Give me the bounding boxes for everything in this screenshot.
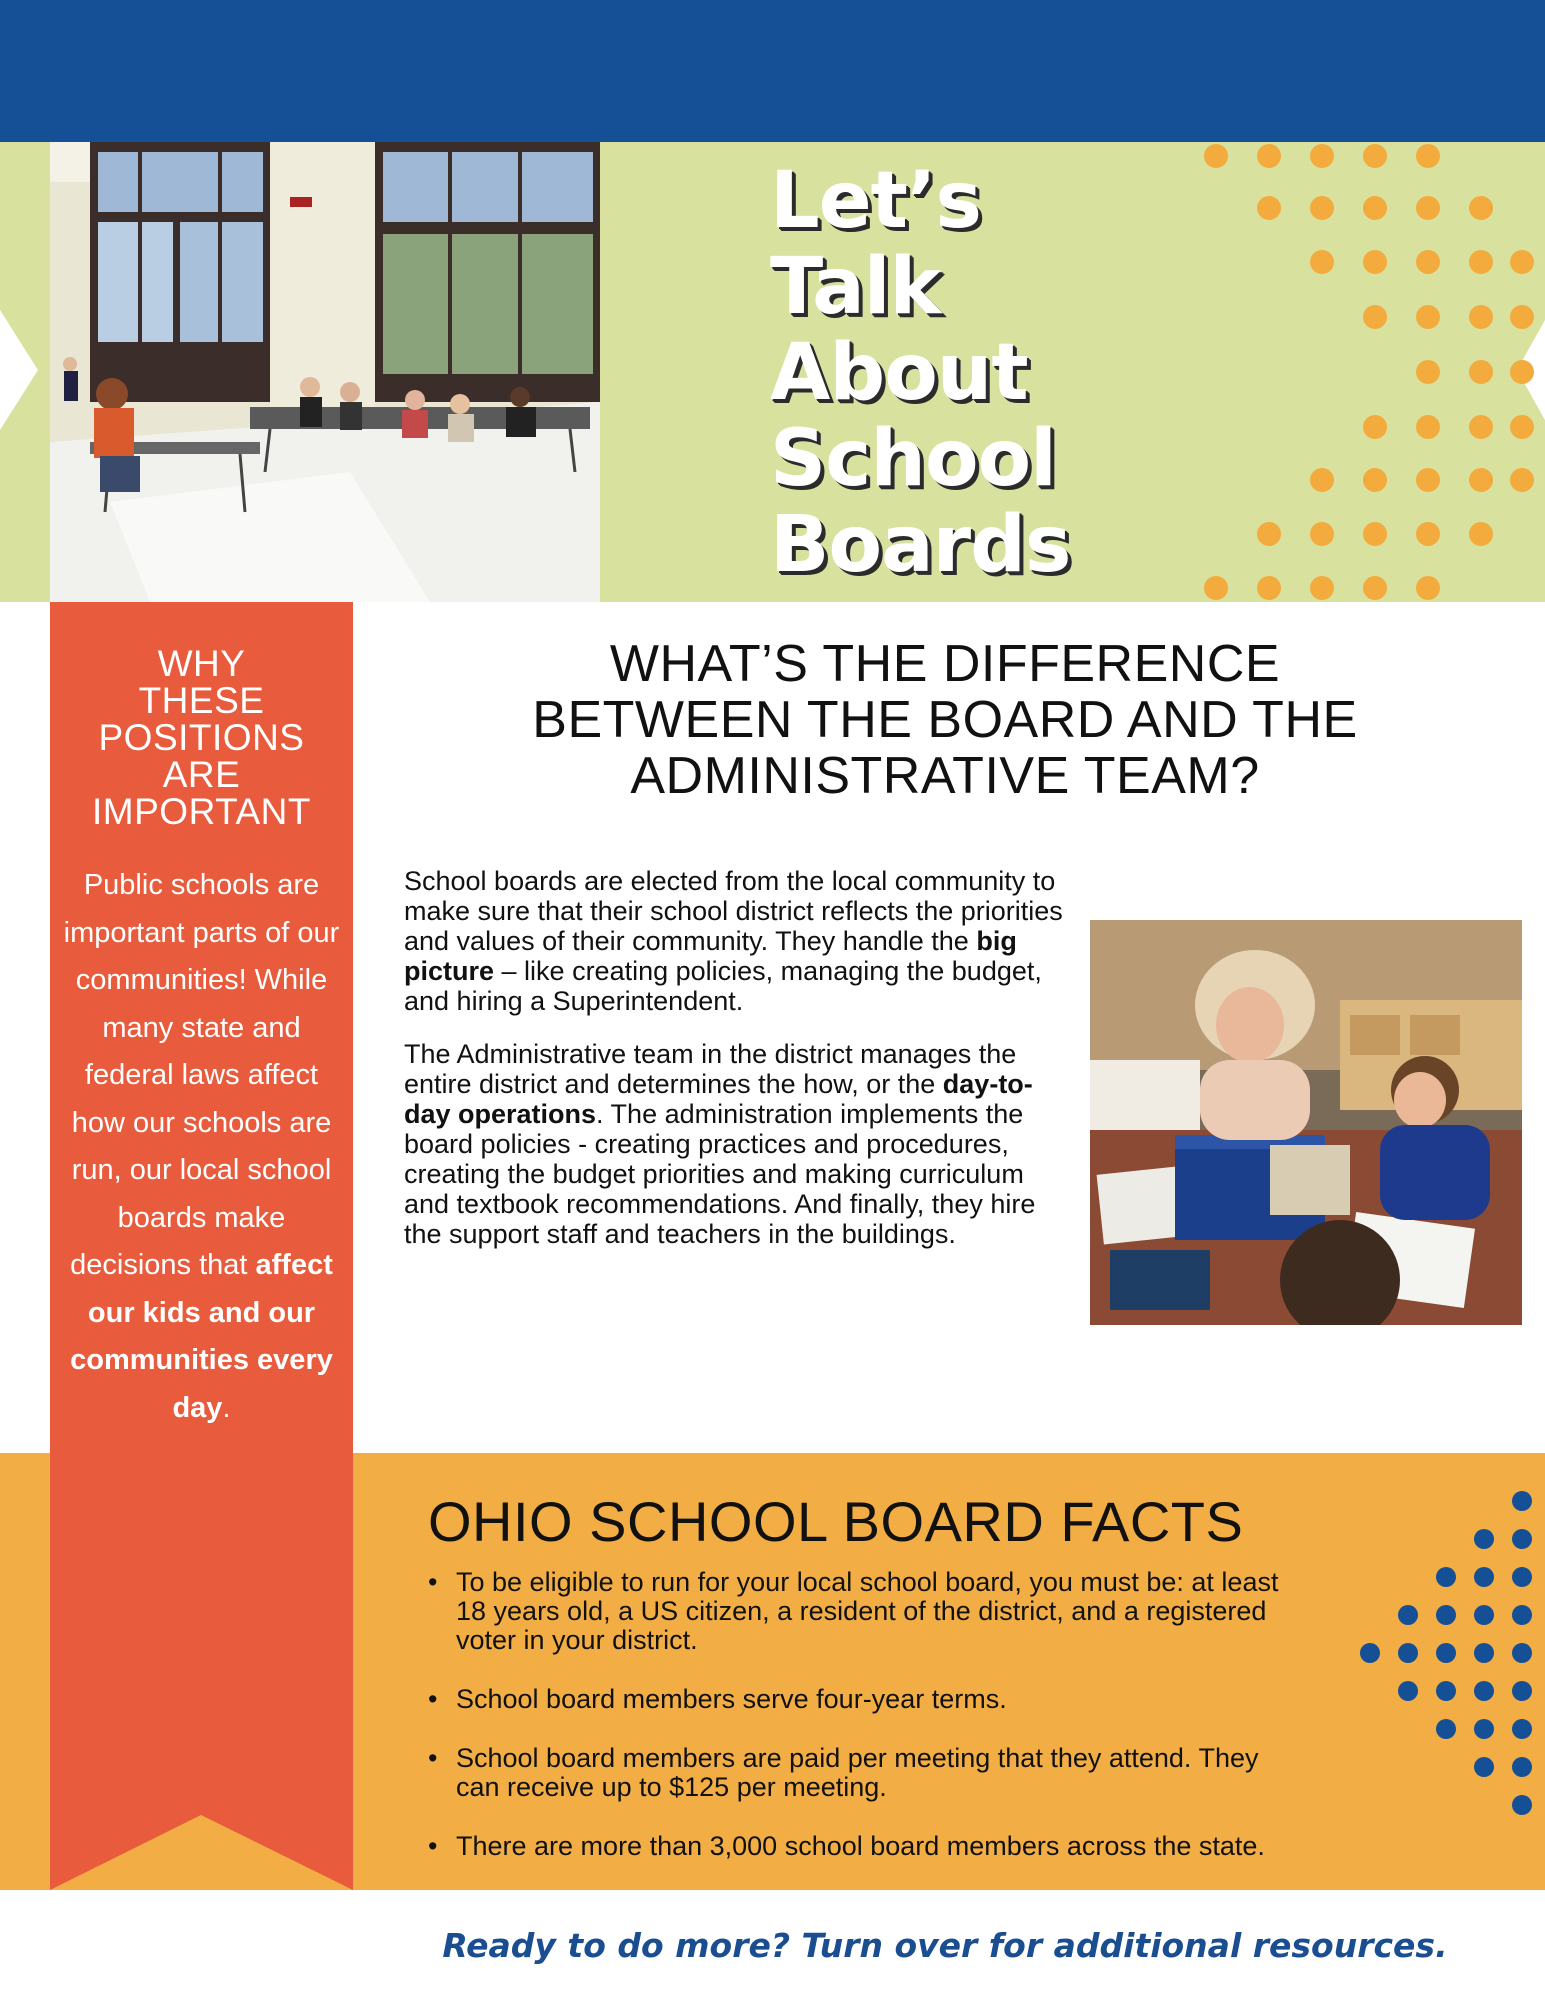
- fact-item: • School board members serve four-year terms.: [424, 1685, 1284, 1714]
- paragraph-text: School boards are elected from the local community to make sure that their school district reflects the priorities and values of their community. They handle the: [404, 866, 1063, 956]
- sidebar-body-end: .: [222, 1391, 231, 1424]
- sidebar-heading: [58, 645, 345, 830]
- hero-title-line: Talk: [770, 242, 941, 332]
- school-board-meeting-photo: [50, 142, 600, 602]
- fact-item: • There are more than 3,000 school board members across the state.: [424, 1832, 1284, 1861]
- paragraph-text: . The administration implements the board policies - creating practices and procedures, creating the budget priorities and making curriculum and textbook recommendations. And finally, they hire the support staff and teachers in the buildings.: [404, 1099, 1036, 1249]
- difference-title-line: ADMINISTRATIVE TEAM?: [630, 747, 1260, 805]
- ribbon-tail-notch: [50, 1815, 353, 1890]
- difference-title-line: WHAT’S THE DIFFERENCE: [609, 635, 1281, 693]
- paragraph-text: – like creating policies, managing the budget, and hiring a Superintendent.: [404, 956, 1042, 1016]
- difference-title-line: BETWEEN THE BOARD AND THE: [532, 691, 1358, 749]
- sidebar-body: [62, 862, 341, 1432]
- paragraph-bold: big picture: [404, 926, 1017, 986]
- sidebar-heading-line: IMPORTANT: [92, 791, 311, 832]
- hero-title: [770, 158, 1130, 588]
- facts-title: OHIO SCHOOL BOARD FACTS: [428, 1490, 1244, 1553]
- sidebar-heading-line: POSITIONS: [98, 717, 305, 758]
- hero-title-line: Let’s: [770, 156, 981, 246]
- sidebar-heading-line: ARE: [162, 754, 241, 795]
- sidebar-heading-line: WHY: [157, 643, 246, 684]
- facts-list: [424, 1568, 1284, 1891]
- sidebar-body-bold: affect our kids and our communities every day: [70, 1249, 333, 1424]
- top-header-bar: [0, 0, 1545, 142]
- fact-item: • School board members are paid per meeting that they attend. They can receive up to $125 per meeting.: [424, 1744, 1284, 1802]
- sidebar-body-text: Public schools are important parts of our communities! While many state and federal laws affect how our schools are run, our local school boards make decisions that: [63, 869, 340, 1281]
- difference-title: [380, 636, 1510, 804]
- sidebar-heading-line: THESE: [138, 680, 265, 721]
- hero-title-line: About: [770, 328, 1028, 418]
- left-notch-decoration: [0, 310, 38, 430]
- hero-title-line: School: [770, 414, 1056, 504]
- classroom-photo: [1090, 920, 1522, 1325]
- fact-item: • To be eligible to run for your local school board, you must be: at least 18 years old, a US citizen, a resident of the district, and a registered voter in your district.: [424, 1568, 1284, 1655]
- paragraph-text: The Administrative team in the district manages the entire district and determines the how, or the: [404, 1039, 1017, 1099]
- hero-title-line: Boards: [770, 500, 1071, 590]
- admin-team-paragraph: [404, 1039, 1064, 1249]
- school-board-paragraph: [404, 866, 1064, 1016]
- difference-body: [404, 866, 1064, 1272]
- paragraph-bold: day-to-day operations: [404, 1069, 1033, 1129]
- footer-call-to-action: Ready to do more? Turn over for additional resources.: [442, 1926, 1448, 1965]
